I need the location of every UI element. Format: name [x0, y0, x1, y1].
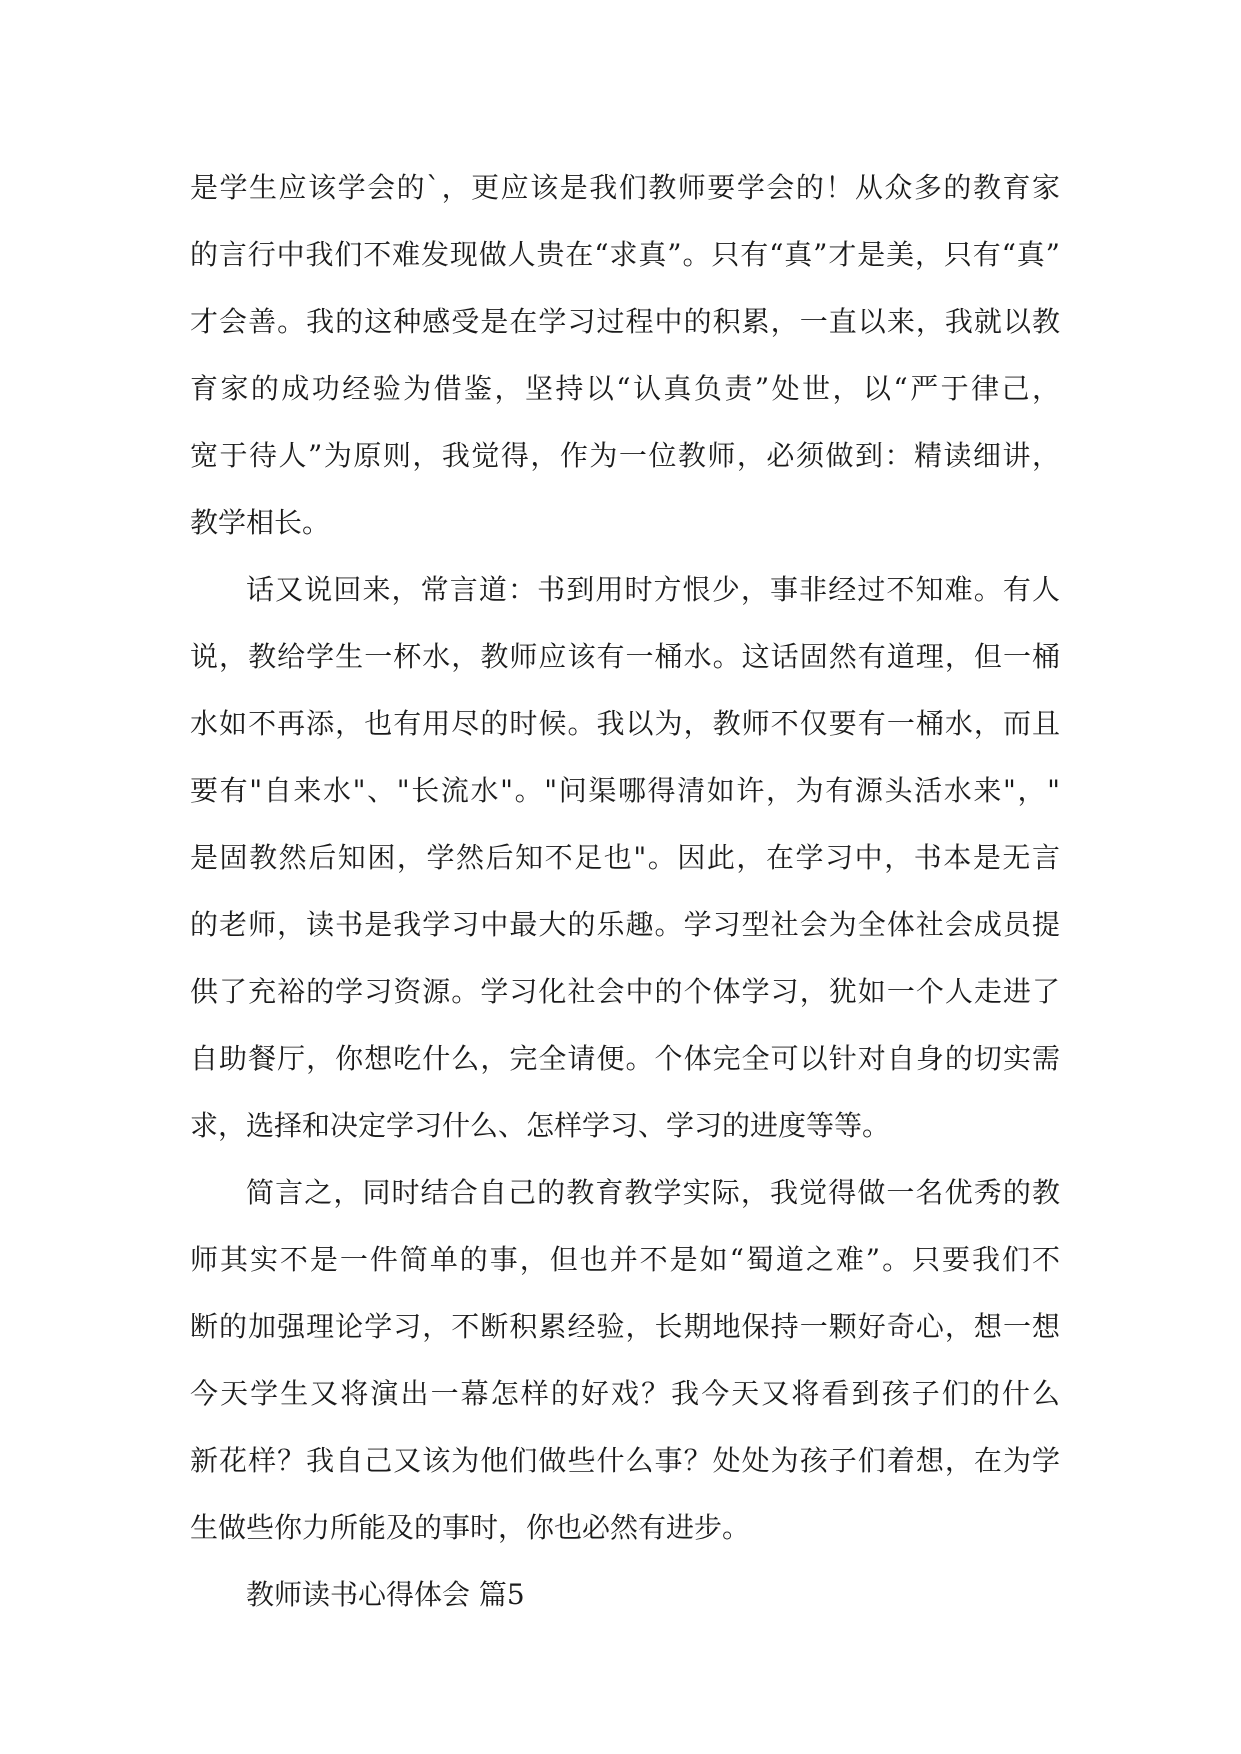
text-line: 的老师，读书是我学习中最大的乐趣。学习型社会为全体社会成员提	[190, 908, 1060, 941]
document-body	[190, 154, 1060, 1628]
text-line: 宽于待人”为原则，我觉得，作为一位教师，必须做到：精读细讲，	[190, 439, 1060, 472]
text-line: 今天学生又将演出一幕怎样的好戏？我今天又将看到孩子们的什么	[190, 1377, 1060, 1410]
text-line: 求，选择和决定学习什么、怎样学习、学习的进度等等。	[190, 1109, 891, 1142]
text-line: 新花样？我自己又该为他们做些什么事？处处为孩子们着想，在为学	[190, 1444, 1060, 1477]
text-line: 要有"自来水"、"长流水"。"问渠哪得清如许，为有源头活水来"，"	[190, 774, 1060, 807]
text-line: 是学生应该学会的`，更应该是我们教师要学会的！从众多的教育家	[190, 171, 1060, 204]
text-line: 水如不再添，也有用尽的时候。我以为，教师不仅要有一桶水，而且	[190, 707, 1060, 740]
section-heading: 教师读书心得体会 篇5	[246, 1578, 525, 1611]
text-line: 说，教给学生一杯水，教师应该有一桶水。这话固然有道理，但一桶	[190, 640, 1060, 673]
text-line: 育家的成功经验为借鉴，坚持以“认真负责”处世，以“严于律己，	[190, 372, 1060, 405]
paragraph-3	[190, 1159, 1060, 1561]
text-line: 教学相长。	[190, 506, 331, 539]
text-line: 师其实不是一件简单的事，但也并不是如“蜀道之难”。只要我们不	[190, 1243, 1060, 1276]
text-line: 话又说回来，常言道：书到用时方恨少，事非经过不知难。有人	[246, 573, 1060, 606]
text-line: 简言之，同时结合自己的教育教学实际，我觉得做一名优秀的教	[246, 1176, 1060, 1209]
text-line: 的言行中我们不难发现做人贵在“求真”。只有“真”才是美，只有“真”	[190, 238, 1060, 271]
text-line: 才会善。我的这种感受是在学习过程中的积累，一直以来，我就以教	[190, 305, 1060, 338]
text-line: 是固教然后知困，学然后知不足也"。因此，在学习中，书本是无言	[190, 841, 1060, 874]
text-line: 生做些你力所能及的事时，你也必然有进步。	[190, 1511, 751, 1544]
paragraph-2	[190, 556, 1060, 1159]
text-line: 供了充裕的学习资源。学习化社会中的个体学习，犹如一个人走进了	[190, 975, 1060, 1008]
text-line: 断的加强理论学习，不断积累经验，长期地保持一颗好奇心，想一想	[190, 1310, 1060, 1343]
paragraph-1	[190, 154, 1060, 556]
text-line: 自助餐厅，你想吃什么，完全请便。个体完全可以针对自身的切实需	[190, 1042, 1060, 1075]
